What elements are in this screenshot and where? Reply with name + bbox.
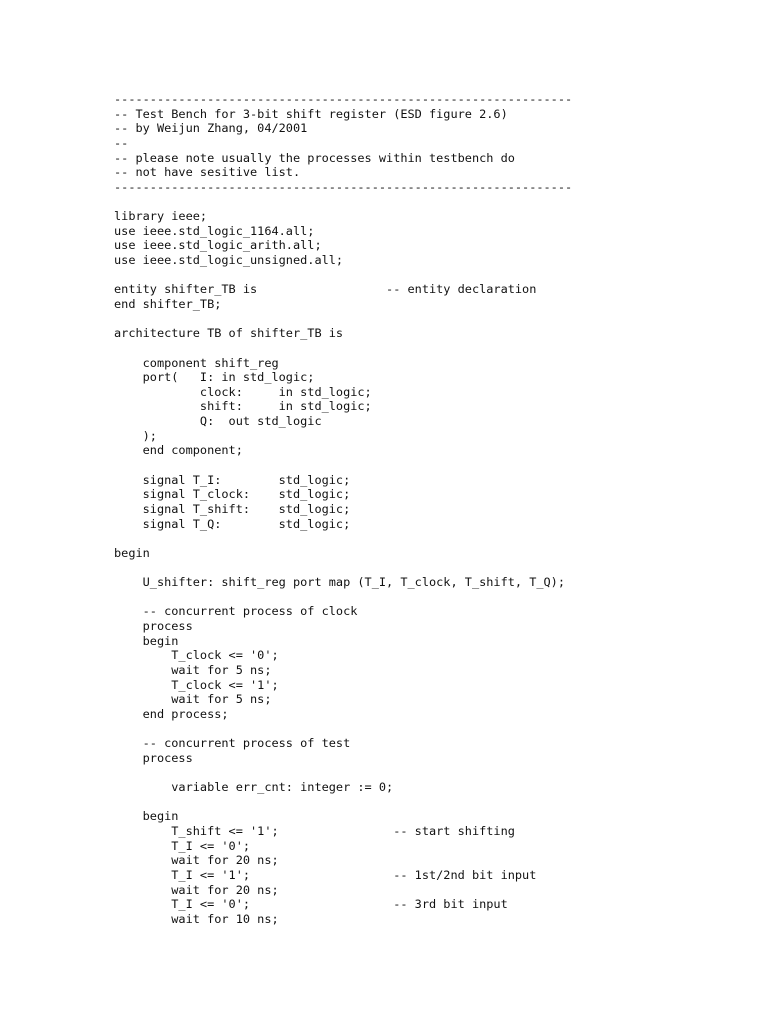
code-line: -- not have sesitive list. [114,165,301,180]
code-line: -- Test Bench for 3-bit shift register (ESD figure 2.6) [114,106,508,121]
code-line: begin [114,545,150,560]
code-line: component shift_reg [114,355,279,370]
code-line: -- concurrent process of clock [114,604,358,619]
code-line [114,312,572,327]
code-line [114,765,572,780]
code-line: ); [114,428,157,443]
code-line: Q: out std_logic [114,414,322,429]
code-line: clock: in std_logic; [114,384,372,399]
code-line: U_shifter: shift_reg port map (T_I, T_clock, T_shift, T_Q); [114,575,566,590]
code-line: signal T_clock: std_logic; [114,487,351,502]
code-line: signal T_I: std_logic; [114,472,351,487]
code-line: wait for 20 ns; [114,853,279,868]
code-line [114,561,572,576]
code-line: wait for 10 ns; [114,911,279,926]
code-line: architecture TB of shifter_TB is [114,326,344,341]
code-line: use ieee.std_logic_1164.all; [114,223,315,238]
code-line [114,194,572,209]
code-line: signal T_Q: std_logic; [114,516,351,531]
code-line: wait for 5 ns; [114,662,272,677]
code-line: end component; [114,443,243,458]
code-line: use ieee.std_logic_arith.all; [114,238,322,253]
code-line: library ieee; [114,209,208,224]
code-line [114,722,572,737]
code-line [114,590,572,605]
code-line [114,458,572,473]
code-line: signal T_shift: std_logic; [114,501,351,516]
code-line: end process; [114,706,229,721]
code-line: process [114,619,193,634]
code-line: variable err_cnt: integer := 0; [114,780,394,795]
code-line: T_clock <= '0'; [114,648,279,663]
code-line [114,341,572,356]
code-line: end shifter_TB; [114,296,222,311]
code-line: -- [114,135,129,150]
code-line: process [114,750,193,765]
code-line: -- concurrent process of test [114,736,351,751]
code-line: use ieee.std_logic_unsigned.all; [114,253,344,268]
code-line: T_clock <= '1'; [114,677,279,692]
code-line: -- by Weijun Zhang, 04/2001 [114,121,308,136]
code-line: shift: in std_logic; [114,399,372,414]
code-line: -- please note usually the processes within testbench do [114,150,515,165]
code-line: T_I <= '0'; -- 3rd bit input [114,897,508,912]
code-line: ---------------------------------------------------------------- [114,179,573,194]
code-line [114,531,572,546]
code-line: T_I <= '0'; [114,838,251,853]
code-line: entity shifter_TB is -- entity declaration [114,282,537,297]
code-line: wait for 5 ns; [114,692,272,707]
code-line: T_I <= '1'; -- 1st/2nd bit input [114,867,537,882]
code-listing [114,92,572,927]
code-line: begin [114,633,179,648]
code-line [114,268,572,283]
code-line: wait for 20 ns; [114,882,279,897]
code-line: port( I: in std_logic; [114,370,315,385]
code-line: T_shift <= '1'; -- start shifting [114,824,515,839]
code-line [114,795,572,810]
code-line: begin [114,809,179,824]
code-line: ---------------------------------------------------------------- [114,92,573,106]
